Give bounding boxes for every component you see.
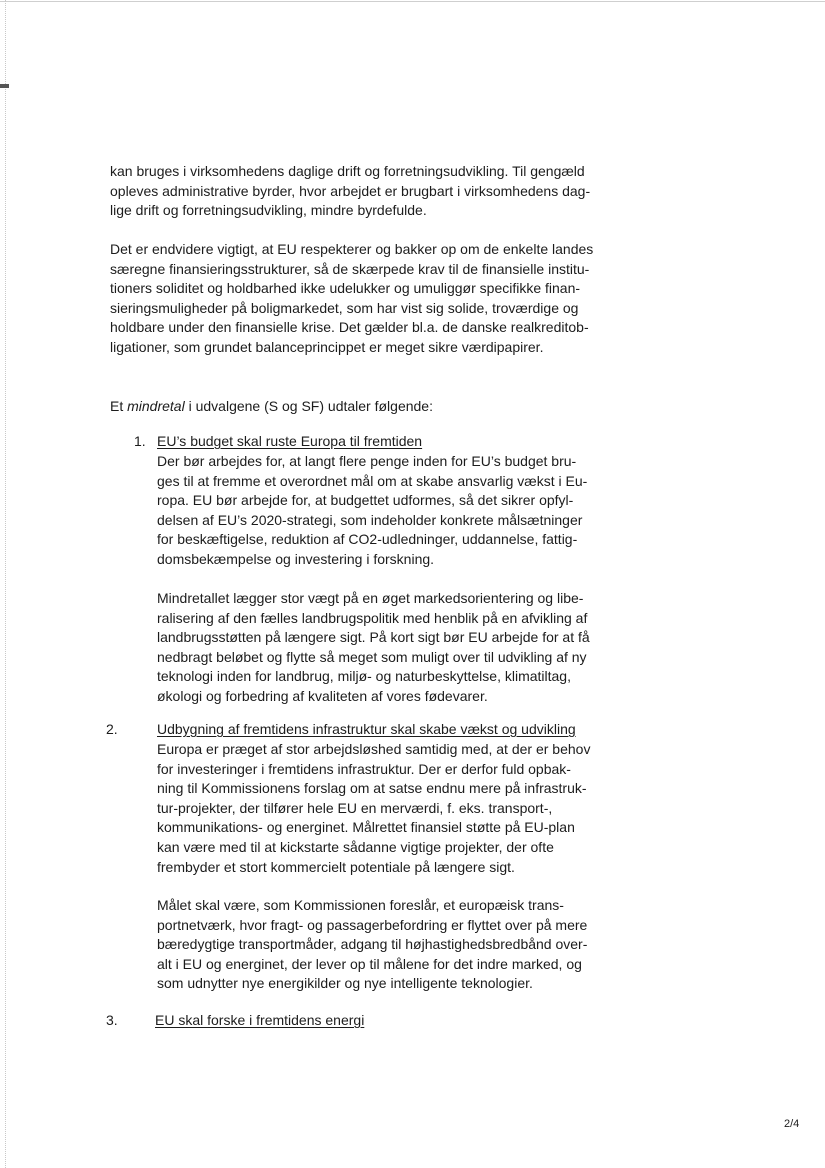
text-line: alt i EU og energinet, der lever op til målene for det indre marked, og [157, 955, 582, 972]
item-1-body-2 [157, 589, 590, 707]
text-line: bæredygtige transportmåder, adgang til højhastighedsbredbånd over- [157, 936, 588, 953]
text-line: kan være med til at kickstarte sådanne vigtige projekter, der ofte [157, 838, 554, 855]
page-left-border [5, 0, 6, 1168]
text-line: teknologi inden for landbrug, miljø- og naturbeskyttelse, klimatiltag, [157, 668, 571, 685]
item-number-2: 2. [106, 721, 118, 737]
text-line: delsen af EU’s 2020-strategi, som indeholder konkrete målsætninger [157, 511, 583, 528]
text-line: lige drift og forretningsudvikling, mindre byrdefulde. [110, 202, 427, 219]
text-line: ligationer, som grundet balanceprincippet er meget sikre værdipapirer. [110, 338, 544, 355]
item-heading-3: EU skal forske i fremtidens energi [155, 1012, 365, 1028]
intro-suffix: i udvalgene (S og SF) udtaler følgende: [184, 398, 433, 414]
text-line: holdbare under den finansielle krise. Det gælder bl.a. de danske realkreditob- [110, 319, 589, 336]
item-1-body-1 [157, 452, 587, 570]
text-line: frembyder et stort kommercielt potentiale på længere sigt. [157, 858, 515, 875]
scan-mark [0, 84, 9, 88]
text-line: Målet skal være, som Kommissionen foreslår, et europæisk trans- [157, 897, 564, 913]
text-line: opleves administrative byrder, hvor arbejdet er brugbart i virksomhedens dag- [110, 182, 591, 199]
text-line: nedbragt beløbet og flytte så meget som muligt over til udvikling af ny [157, 648, 587, 665]
intro-prefix: Et [110, 398, 128, 414]
text-line: Europa er præget af stor arbejdsløshed samtidig med, at der er behov [157, 741, 591, 757]
item-number-1: 1. [134, 433, 146, 449]
text-line: landbrugsstøtten på længere sigt. På kort sigt bør EU arbejde for at få [157, 629, 590, 646]
text-line: tur-projekter, der tilfører hele EU en merværdi, f. eks. transport-, [157, 799, 553, 816]
text-line: portnetværk, hvor fragt- og passagerbefordring er flyttet over på mere [157, 916, 588, 933]
page-number: 2/4 [784, 1118, 800, 1130]
text-line: ropa. EU bør arbejde for, at budgettet udformes, så det sikrer opfyl- [157, 492, 574, 509]
text-line: Det er endvidere vigtigt, at EU respekterer og bakker op om de enkelte landes [110, 241, 594, 257]
text-line: sieringsmuligheder på boligmarkedet, som har vist sig solide, troværdige og [110, 299, 579, 316]
paragraph-2 [110, 240, 593, 358]
item-2-body-2 [157, 896, 587, 994]
paragraph-1 [110, 162, 590, 221]
text-line: som udnytter nye energikilder og nye intelligente teknologier. [157, 975, 533, 992]
text-line: for investeringer i fremtidens infrastruktur. Der er derfor fuld opbak- [157, 760, 571, 777]
text-line: Der bør arbejdes for, at langt flere penge inden for EU’s budget bru- [157, 453, 577, 469]
text-line: særegne finansieringsstrukturer, så de skærpede krav til de finansielle institu- [110, 260, 590, 277]
item-heading-1: EU’s budget skal ruste Europa til fremtiden [157, 433, 423, 449]
minority-intro [110, 397, 433, 417]
text-line: for beskæftigelse, reduktion af CO2-udledninger, uddannelse, fattig- [157, 531, 578, 548]
item-number-3: 3. [106, 1012, 118, 1028]
text-line: kan bruges i virksomhedens daglige drift og forretningsudvikling. Til gengæld [110, 163, 585, 179]
text-line: ges til at fremme et overordnet mål om at skabe ansvarlig vækst i Eu- [157, 472, 588, 489]
item-heading-2: Udbygning af fremtidens infrastruktur skal skabe vækst og udvikling [157, 721, 576, 737]
text-line: domsbekæmpelse og investering i forskning. [157, 550, 435, 567]
text-line: Mindretallet lægger stor vægt på en øget markedsorientering og libe- [157, 590, 584, 606]
text-line: kommunikations- og energinet. Målrettet finansiel støtte på EU-plan [157, 819, 575, 836]
text-line: ralisering af den fælles landbrugspolitik med henblik på en afvikling af [157, 609, 588, 626]
item-2-body-1 [157, 740, 590, 877]
intro-emphasis: mindretal [127, 398, 185, 414]
page-top-border [0, 1, 825, 2]
text-line: tioners soliditet og holdbarhed ikke udelukker og umuliggør specifikke finan- [110, 280, 581, 297]
text-line: økologi og forbedring af kvaliteten af vores fødevarer. [157, 687, 488, 704]
text-line: ning til Kommissionens forslag om at satse endnu mere på infrastruk- [157, 780, 587, 797]
